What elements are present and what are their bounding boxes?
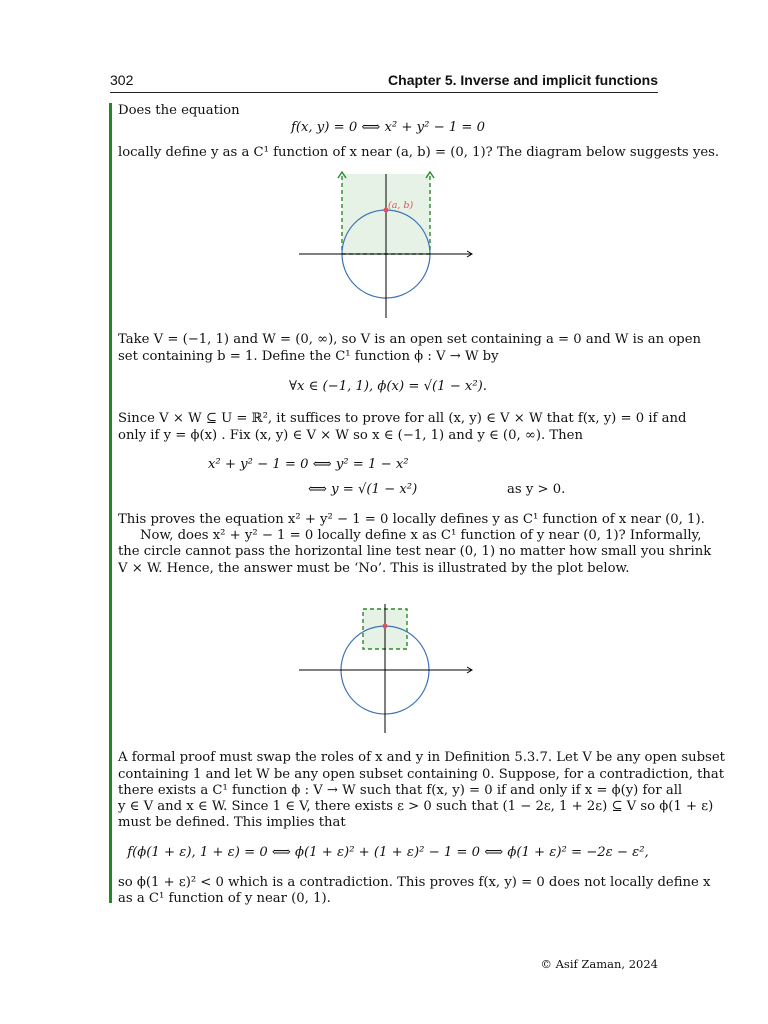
text-line: A formal proof must swap the roles of x and y in Definition 5.3.7. Let V be any open subset bbox=[118, 750, 725, 765]
text-line: This proves the equation x² + y² − 1 = 0 locally defines y as C¹ function of x near (0, 1). bbox=[118, 512, 705, 527]
figure-circle-no bbox=[295, 600, 475, 735]
equation-4: f(ϕ(1 + ε), 1 + ε) = 0 ⟺ ϕ(1 + ε)² + (1 + ε)² − 1 = 0 ⟺ ϕ(1 + ε)² = −2ε − ε², bbox=[127, 845, 649, 860]
text-line: Now, does x² + y² − 1 = 0 locally define x as C¹ function of y near (0, 1)? Informally, bbox=[140, 528, 702, 543]
equation-1: f(x, y) = 0 ⟺ x² + y² − 1 = 0 bbox=[290, 120, 486, 135]
text-line: Since V × W ⊆ U = ℝ², it suffices to prove for all (x, y) ∈ V × W that f(x, y) = 0 if and bbox=[118, 411, 687, 426]
text-line: locally define y as a C¹ function of x near (a, b) = (0, 1)? The diagram below suggests yes. bbox=[118, 145, 720, 160]
text-line: V × W. Hence, the answer must be ‘No’. This is illustrated by the plot below. bbox=[118, 561, 630, 576]
equation-3a: x² + y² − 1 = 0 ⟺ y² = 1 − x² bbox=[208, 457, 409, 472]
point-ab bbox=[383, 624, 388, 629]
page-number: 302 bbox=[110, 72, 134, 88]
copyright-footer: © Asif Zaman, 2024 bbox=[540, 957, 658, 971]
page-header bbox=[110, 70, 658, 93]
example-accent-bar bbox=[109, 103, 112, 903]
text-line: the circle cannot pass the horizontal line test near (0, 1) no matter how small you shrink bbox=[118, 544, 712, 559]
text-line: y ∈ V and x ∈ W. Since 1 ∈ V, there exists ε > 0 such that (1 − 2ε, 1 + 2ε) ⊆ V so ϕ(1 + ε) bbox=[118, 799, 714, 814]
text-line: containing 1 and let W be any open subset containing 0. Suppose, for a contradiction, that bbox=[118, 767, 725, 782]
text-line: Does the equation bbox=[118, 103, 240, 118]
equation-3b: ⟺ y = √(1 − x²) bbox=[308, 482, 418, 497]
text-line: must be defined. This implies that bbox=[118, 815, 346, 830]
point-label: (a, b) bbox=[388, 200, 414, 211]
equation-3b-note: as y > 0. bbox=[507, 482, 566, 497]
text-line: Take V = (−1, 1) and W = (0, ∞), so V is an open set containing a = 0 and W is an open bbox=[118, 332, 702, 347]
text-line: only if y = ϕ(x) . Fix (x, y) ∈ V × W so x ∈ (−1, 1) and y ∈ (0, ∞). Then bbox=[118, 428, 583, 443]
text-line: there exists a C¹ function ϕ : V → W such that f(x, y) = 0 if and only if x = ϕ(y) for all bbox=[118, 783, 683, 798]
equation-2: ∀x ∈ (−1, 1), ϕ(x) = √(1 − x²). bbox=[288, 379, 487, 394]
text-line: as a C¹ function of y near (0, 1). bbox=[118, 891, 331, 906]
figure-circle-yes bbox=[295, 168, 475, 320]
text-line: set containing b = 1. Define the C¹ function ϕ : V → W by bbox=[118, 349, 499, 364]
chapter-title: Chapter 5. Inverse and implicit functions bbox=[388, 72, 658, 88]
text-line: so ϕ(1 + ε)² < 0 which is a contradiction. This proves f(x, y) = 0 does not locally define x bbox=[118, 875, 711, 890]
